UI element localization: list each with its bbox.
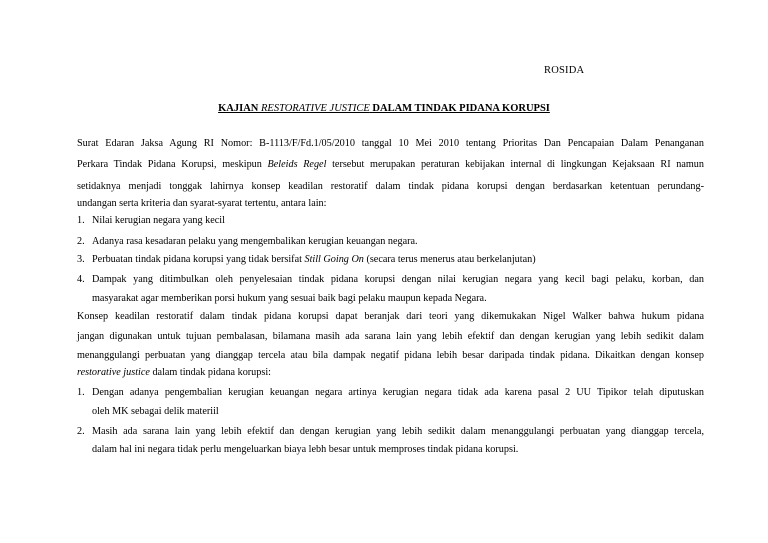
list-item-text: Adanya rasa kesadaran pelaku yang mengembalikan kerugian keuangan negara.: [92, 236, 418, 247]
para2-line4-b: dalam tindak pidana korupsi:: [149, 367, 271, 378]
title-suffix: DALAM TINDAK PIDANA KORUPSI: [369, 103, 550, 114]
para1-line4: undangan serta kriteria dan syarat-syarat tertentu, antara lain:: [77, 198, 327, 209]
para2-line4-italic: restorative justice: [77, 367, 150, 378]
list1-item-3-b: (secara terus menerus atau berkelanjutan): [363, 254, 536, 265]
list-item-text: [92, 253, 704, 267]
para2-line3: menanggulangi perbuatan yang dianggap tercela atau bila dampak negatif pidana lebih besar daripada tindak pidana. Dikaitkan dengan konsep: [77, 350, 704, 361]
list-item-text-line2: dalam hal ini negara tidak perlu mengeluarkan biaya lebh besar untuk memproses tindak pidana korupsi.: [92, 444, 519, 455]
para1-line3: setidaknya menjadi tonggak lahirnya konsep keadilan restoratif dalam tindak pidana korupsi dengan berdasarkan ketentuan perundang-: [77, 181, 704, 192]
para1-line2: [77, 158, 704, 172]
list-item-text-line1: Masih ada sarana lain yang lebih efektif dan dengan kerugian yang lebih sedikit dalam menanggulangi perbuatan yang dianggap tercela,: [92, 426, 704, 437]
para2-line4: [77, 366, 704, 380]
title-prefix: KAJIAN: [218, 103, 261, 114]
list-number: 2.: [77, 236, 85, 247]
list-number: 4.: [77, 274, 85, 285]
para2-line2: jangan digunakan untuk tujuan pembalasan, bilamana masih ada sarana lain yang lebih efektif dan dengan kerugian yang lebih sedikit dalam: [77, 331, 704, 342]
list1-item-3-a: Perbuatan tindak pidana korupsi yang tidak bersifat: [92, 254, 305, 265]
title-italic: RESTORATIVE JUSTICE: [261, 103, 370, 114]
list-item-text-line2: masyarakat agar memberikan porsi hukum yang sesuai baik bagi pelaku maupun kepada Negara.: [92, 293, 487, 304]
list-number: 1.: [77, 387, 85, 398]
para1-line2-b: tersebut merupakan peraturan kebijakan internal di lingkungan Kejaksaan RI namun: [326, 159, 704, 170]
list-item-text-line1: Dengan adanya pengembalian kerugian keuangan negara artinya kerugian negara tidak ada karena pasal 2 UU Tipikor telah diputuskan: [92, 387, 704, 398]
list-number: 2.: [77, 426, 85, 437]
author-name: ROSIDA: [544, 65, 585, 76]
list-number: 1.: [77, 215, 85, 226]
para1-line2-a: Perkara Tindak Pidana Korupsi, meskipun: [77, 159, 268, 170]
para1-line1: Surat Edaran Jaksa Agung RI Nomor: B-1113/F/Fd.1/05/2010 tanggal 10 Mei 2010 tentang Prioritas Dan Pencapaian Dalam Penanganan: [77, 138, 704, 149]
document-title: [0, 103, 768, 114]
list-item-text-line1: Dampak yang ditimbulkan oleh penyelesaian tindak pidana korupsi dengan nilai kerugian negara yang kecil bagi pelaku, korban, dan: [92, 274, 704, 285]
list-item-text-line2: oleh MK sebagai delik materiil: [92, 406, 219, 417]
list1-item-3-italic: Still Going On: [304, 254, 364, 265]
para1-line2-italic: Beleids Regel: [267, 159, 327, 170]
list-number: 3.: [77, 254, 85, 265]
para2-line1: Konsep keadilan restoratif dalam tindak pidana korupsi dapat beranjak dari teori yang dikemukakan Nigel Walker bahwa hukum pidana: [77, 311, 704, 322]
list-item-text: Nilai kerugian negara yang kecil: [92, 215, 225, 226]
